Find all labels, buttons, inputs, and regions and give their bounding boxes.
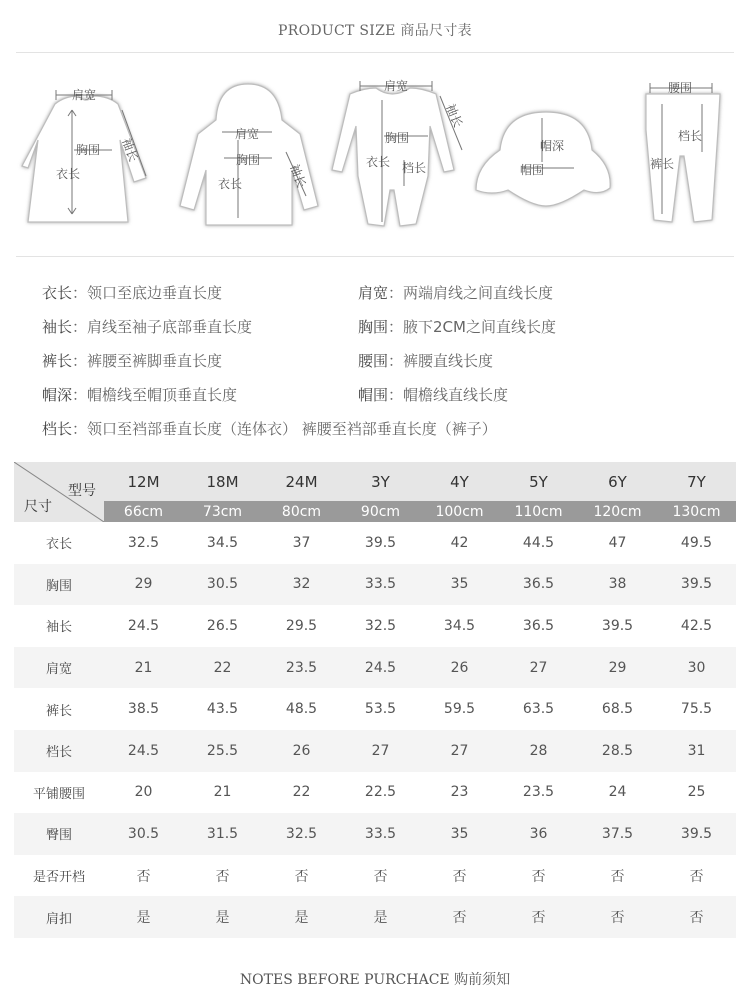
table-cell: 25 [687, 784, 706, 801]
table-cell: 68.5 [601, 701, 634, 718]
table-row [14, 564, 736, 606]
size-header: 18M [183, 462, 262, 501]
table-cell: 36 [499, 813, 578, 855]
height-header: 130cm [657, 501, 736, 522]
definition-item: 帽围：帽檐线直线长度 [358, 386, 509, 404]
table-cell: 35 [420, 813, 499, 855]
table-cell: 38.5 [127, 701, 160, 718]
table-cell: 否 [452, 868, 467, 885]
table-cell: 23 [450, 784, 469, 801]
table-cell: 29 [104, 564, 183, 606]
table-cell: 48.5 [285, 701, 318, 718]
romper-sleeve-label: 袖长 [443, 101, 466, 130]
size-header: 6Y [578, 462, 657, 501]
table-cell: 39.5 [657, 813, 736, 855]
table-cell: 24.5 [104, 730, 183, 772]
romper-shoulder-label: 肩宽 [384, 79, 409, 93]
table-cell: 37 [292, 534, 311, 551]
table-cell: 21 [104, 647, 183, 689]
height-header: 80cm [262, 501, 341, 522]
jacket-length-label: 衣长 [218, 177, 243, 191]
table-cell: 是 [341, 896, 420, 938]
table-cell: 24.5 [127, 617, 160, 634]
table-row [14, 605, 736, 647]
definition-item: 裤长：裤腰至裤脚垂直长度 [42, 352, 223, 370]
table-cell: 33.5 [341, 564, 420, 606]
row-label: 肩扣 [14, 896, 104, 938]
table-cell: 42.5 [680, 617, 713, 634]
table-height-row [14, 501, 736, 522]
dress-length-label: 衣长 [56, 167, 81, 181]
table-cell: 36.5 [522, 617, 555, 634]
corner-size-label: 尺寸 [24, 499, 52, 515]
romper-illustration [332, 88, 454, 226]
row-label: 平铺腰围 [32, 786, 85, 802]
height-header: 110cm [499, 501, 578, 522]
row-label: 裤长 [45, 703, 72, 719]
table-cell: 否 [136, 868, 151, 885]
size-header: 5Y [499, 462, 578, 501]
table-cell: 42 [450, 534, 469, 551]
size-header: 7Y [657, 462, 736, 501]
table-cell: 否 [215, 868, 230, 885]
pants-waist-label: 腰围 [668, 81, 693, 95]
definition-item: 胸围：腋下2CM之间直线长度 [358, 318, 556, 336]
table-header-row [14, 462, 736, 501]
table-cell: 43.5 [206, 701, 239, 718]
definition-item: 衣长：领口至底边垂直长度 [42, 284, 223, 302]
romper-rise-label: 档长 [402, 161, 427, 175]
table-cell: 28.5 [578, 730, 657, 772]
table-cell: 25.5 [183, 730, 262, 772]
table-cell: 36.5 [499, 564, 578, 606]
row-label: 袖长 [45, 620, 72, 636]
table-cell: 22.5 [364, 784, 397, 801]
table-cell: 27 [341, 730, 420, 772]
size-header: 4Y [420, 462, 499, 501]
definition-item: 肩宽：两端肩线之间直线长度 [358, 284, 554, 302]
height-header: 73cm [183, 501, 262, 522]
table-cell: 否 [531, 868, 546, 885]
table-cell: 是 [183, 896, 262, 938]
romper-length-label: 衣长 [366, 155, 391, 169]
table-cell: 是 [104, 896, 183, 938]
definition-item: 档长：领口至裆部垂直长度（连体衣） 裤腰至裆部垂直长度（裤子） [42, 420, 497, 438]
table-cell: 31 [657, 730, 736, 772]
table-cell: 39.5 [657, 564, 736, 606]
table-cell: 否 [689, 868, 704, 885]
row-label: 衣长 [45, 537, 72, 553]
corner-model-label: 型号 [68, 483, 96, 499]
table-cell: 32.5 [127, 534, 160, 551]
table-cell: 32.5 [364, 617, 397, 634]
size-table [14, 462, 736, 938]
hat-illustration [476, 112, 610, 206]
table-cell: 39.5 [601, 617, 634, 634]
footer-title: NOTES BEFORE PURCHACE 购前须知 [239, 972, 511, 988]
size-header: 3Y [341, 462, 420, 501]
table-cell: 否 [420, 896, 499, 938]
table-cell: 35 [420, 564, 499, 606]
table-cell: 否 [657, 896, 736, 938]
table-cell: 24.5 [341, 647, 420, 689]
table-cell: 33.5 [341, 813, 420, 855]
table-row [14, 896, 736, 938]
table-cell: 32 [262, 564, 341, 606]
table-cell: 49.5 [680, 534, 713, 551]
table-cell: 44.5 [522, 534, 555, 551]
table-cell: 29.5 [285, 617, 318, 634]
definition-item: 袖长：肩线至袖子底部垂直长度 [42, 318, 253, 336]
table-cell: 26 [420, 647, 499, 689]
table-cell: 27 [420, 730, 499, 772]
height-header: 100cm [420, 501, 499, 522]
divider [16, 52, 734, 53]
size-header: 24M [262, 462, 341, 501]
table-row [14, 855, 736, 897]
page-title: PRODUCT SIZE 商品尺寸表 [278, 23, 472, 39]
table-row [14, 730, 736, 772]
table-row [14, 813, 736, 855]
hat-depth-label: 帽深 [540, 139, 565, 153]
table-cell: 24 [608, 784, 627, 801]
garment-illustrations [0, 60, 750, 250]
row-label: 档长 [14, 730, 104, 772]
table-cell: 26 [262, 730, 341, 772]
dress-sleeve-label: 袖长 [119, 136, 141, 164]
table-cell: 31.5 [183, 813, 262, 855]
table-cell: 32.5 [262, 813, 341, 855]
pants-rise-label: 档长 [678, 129, 703, 143]
romper-chest-label: 胸围 [385, 131, 410, 145]
table-cell: 28 [499, 730, 578, 772]
table-row [14, 522, 736, 564]
table-cell: 否 [610, 868, 625, 885]
table-cell: 75.5 [680, 701, 713, 718]
jacket-sleeve-label: 袖长 [287, 162, 309, 190]
table-corner-cell [14, 462, 104, 522]
table-cell: 23.5 [262, 647, 341, 689]
height-header: 90cm [341, 501, 420, 522]
table-cell: 否 [578, 896, 657, 938]
table-row [14, 772, 736, 814]
table-cell: 22 [183, 647, 262, 689]
divider [16, 256, 734, 257]
table-cell: 21 [213, 784, 232, 801]
table-cell: 是 [262, 896, 341, 938]
table-cell: 否 [499, 896, 578, 938]
table-cell: 30.5 [183, 564, 262, 606]
table-cell: 38 [578, 564, 657, 606]
table-cell: 53.5 [364, 701, 397, 718]
row-label: 肩宽 [14, 647, 104, 689]
table-cell: 否 [294, 868, 309, 885]
row-label: 胸围 [14, 564, 104, 606]
table-cell: 34.5 [443, 617, 476, 634]
jacket-chest-label: 胸围 [236, 153, 261, 167]
row-label: 臀围 [14, 813, 104, 855]
dress-chest-label: 胸围 [76, 143, 101, 157]
row-label: 是否开档 [32, 870, 85, 886]
table-cell: 26.5 [206, 617, 239, 634]
table-cell: 63.5 [522, 701, 555, 718]
definition-item: 腰围：裤腰直线长度 [358, 352, 494, 370]
table-cell: 47 [608, 534, 627, 551]
height-header: 66cm [104, 501, 183, 522]
table-cell: 否 [373, 868, 388, 885]
pants-length-label: 裤长 [650, 157, 675, 171]
table-cell: 30 [657, 647, 736, 689]
table-cell: 34.5 [206, 534, 239, 551]
table-cell: 23.5 [522, 784, 555, 801]
table-cell: 37.5 [578, 813, 657, 855]
table-cell: 30.5 [104, 813, 183, 855]
table-cell: 29 [578, 647, 657, 689]
table-cell: 22 [292, 784, 311, 801]
table-row [14, 647, 736, 689]
table-cell: 39.5 [364, 534, 397, 551]
table-cell: 20 [134, 784, 153, 801]
jacket-shoulder-label: 肩宽 [235, 127, 260, 141]
hat-circumference-label: 帽围 [520, 163, 545, 177]
table-row [14, 688, 736, 730]
definition-item: 帽深：帽檐线至帽顶垂直长度 [42, 386, 238, 404]
table-cell: 59.5 [443, 701, 476, 718]
dress-shoulder-label: 肩宽 [72, 88, 97, 102]
table-cell: 27 [499, 647, 578, 689]
size-header: 12M [104, 462, 183, 501]
height-header: 120cm [578, 501, 657, 522]
